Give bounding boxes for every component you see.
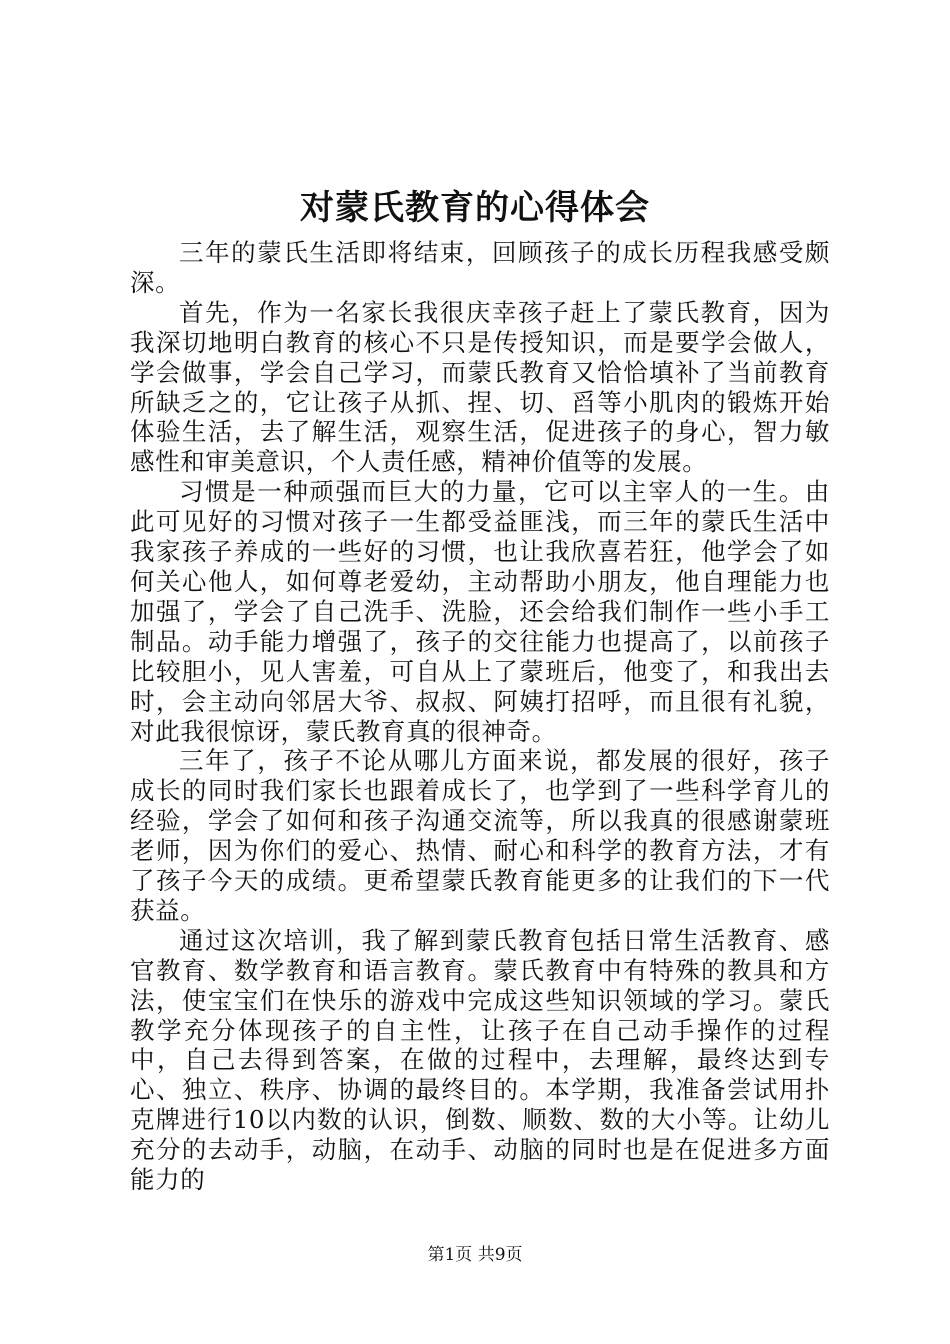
page-number-footer: 第1页 共9页 (427, 1245, 523, 1265)
paragraph-1: 三年的蒙氏生活即将结束，回顾孩子的成长历程我感受颇深。 (130, 238, 830, 297)
document-body (130, 238, 830, 1195)
paragraph-2: 首先，作为一名家长我很庆幸孩子赶上了蒙氏教育，因为我深切地明白教育的核心不只是传授知识，而是要学会做人，学会做事，学会自己学习，而蒙氏教育又恰恰填补了当前教育所缺乏之的，它让孩子从抓、捏、切、舀等小肌肉的锻炼开始体验生活，去了解生活，观察生活，促进孩子的身心，智力敏感性和审美意识，个人责任感，精神价值等的发展。 (130, 297, 830, 477)
paragraph-3: 习惯是一种顽强而巨大的力量，它可以主宰人的一生。由此可见好的习惯对孩子一生都受益匪浅，而三年的蒙氏生活中我家孩子养成的一些好的习惯，也让我欣喜若狂，他学会了如何关心他人，如何尊老爱幼，主动帮助小朋友，他自理能力也加强了，学会了自己洗手、洗脸，还会给我们制作一些小手工制品。动手能力增强了，孩子的交往能力也提高了，以前孩子比较胆小，见人害羞，可自从上了蒙班后，他变了，和我出去时，会主动向邻居大爷、叔叔、阿姨打招呼，而且很有礼貌，对此我很惊讶，蒙氏教育真的很神奇。 (130, 477, 830, 746)
paragraph-5: 通过这次培训，我了解到蒙氏教育包括日常生活教育、感官教育、数学教育和语言教育。蒙氏教育中有特殊的教具和方法，使宝宝们在快乐的游戏中完成这些知识领域的学习。蒙氏教学充分体现孩子的自主性，让孩子在自己动手操作的过程中，自己去得到答案，在做的过程中，去理解，最终达到专心、独立、秩序、协调的最终目的。本学期，我准备尝试用扑克牌进行10以内数的认识，倒数、顺数、数的大小等。让幼儿充分的去动手，动脑，在动手、动脑的同时也是在促进多方面能力的 (130, 925, 830, 1195)
document-title: 对蒙氏教育的心得体会 (300, 188, 650, 228)
paragraph-4: 三年了，孩子不论从哪儿方面来说，都发展的很好，孩子成长的同时我们家长也跟着成长了，也学到了一些科学育儿的经验，学会了如何和孩子沟通交流等，所以我真的很感谢蒙班老师，因为你们的爱心、热情、耐心和科学的教育方法，才有了孩子今天的成绩。更希望蒙氏教育能更多的让我们的下一代获益。 (130, 746, 830, 925)
